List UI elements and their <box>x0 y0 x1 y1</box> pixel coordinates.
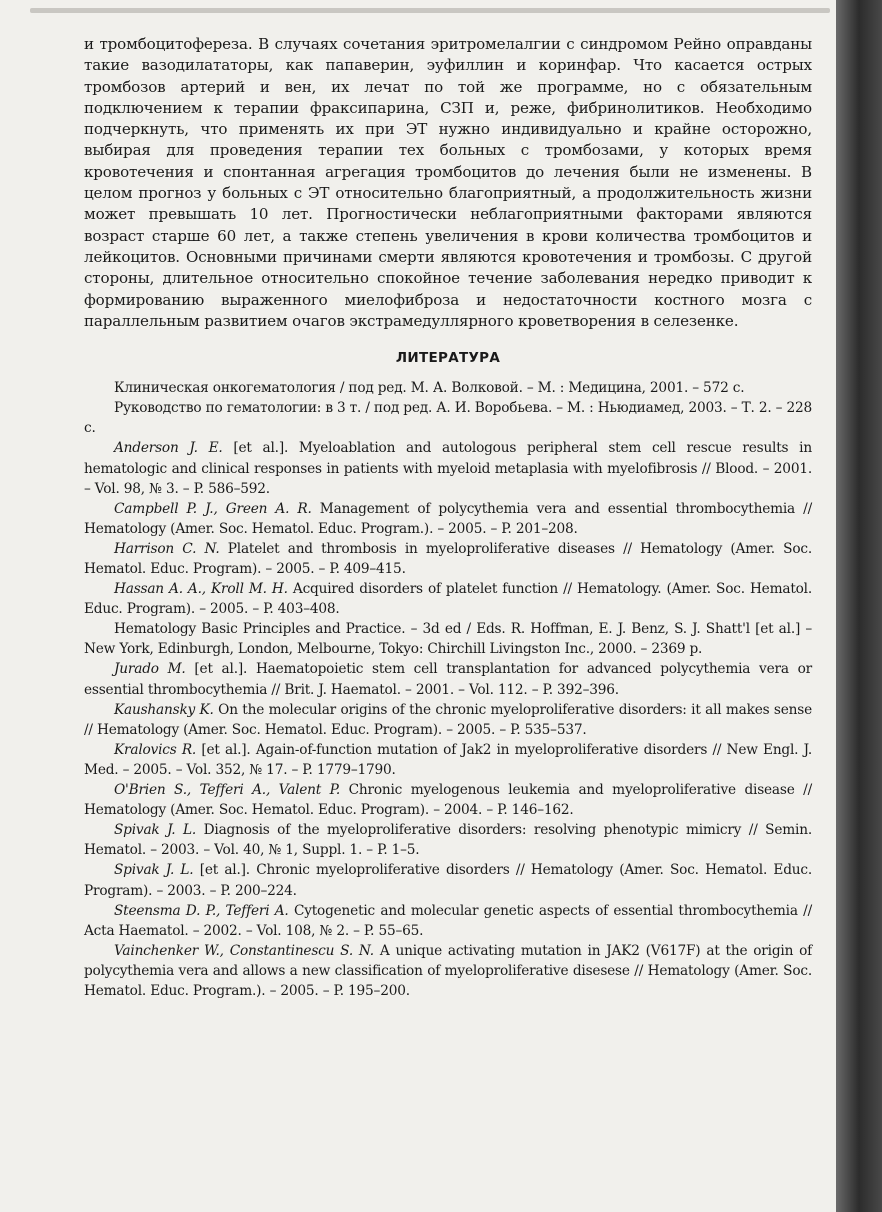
reference-item <box>84 780 812 820</box>
reference-author: Kralovics R. <box>114 741 197 758</box>
reference-item <box>84 398 812 438</box>
reference-author: Campbell P. J., Green A. R. <box>114 500 312 517</box>
reference-text: On the molecular origins of the chronic myeloproliferative disorders: it all makes sense // Hematology (Amer. Soc. Hematol. Educ. Program). – 2005. – P. 535–537. <box>84 701 812 738</box>
reference-item <box>84 740 812 780</box>
reference-text: Cytogenetic and molecular genetic aspects of essential thrombocythemia // Acta Haematol. – 2002. – Vol. 108, № 2. – P. 55–65. <box>84 902 812 939</box>
reference-author: Spivak J. L. <box>114 822 197 839</box>
show-through-text <box>112 1078 812 1129</box>
reference-item <box>84 820 812 860</box>
reference-text: [et al.]. Again-of-function mutation of Jak2 in myeloproliferative disorders // New Engl. J. Med. – 2005. – Vol. 352, № 17. – P. 1779–1790. <box>84 741 812 778</box>
page-content <box>84 34 812 1001</box>
reference-text: Management of polycythemia vera and essential thrombocythemia // Hematology (Amer. Soc. Hematol. Educ. Program.). – 2005. – P. 201–208. <box>84 500 812 537</box>
reference-text: [et al.]. Haematopoietic stem cell transplantation for advanced polycythemia vera or essential thrombocythemia // Brit. J. Haematol. – 2001. – Vol. 112. – P. 392–396. <box>84 661 812 698</box>
reference-text: Platelet and thrombosis in myeloproliferative diseases // Hematology (Amer. Soc. Hematol. Educ. Program). – 2005. – P. 409–415. <box>84 540 812 577</box>
reference-item <box>84 901 812 941</box>
reference-text: Acquired disorders of platelet function // Hematology. (Amer. Soc. Hematol. Educ. Program). – 2005. – P. 403–408. <box>84 581 812 618</box>
reference-item <box>84 579 812 619</box>
reference-item <box>84 378 812 398</box>
reference-text: [et al.]. Chronic myeloproliferative disorders // Hematology (Amer. Soc. Hematol. Educ. Program). – 2003. – P. 200–224. <box>84 862 812 899</box>
reference-text: Клиническая онкогематология / под ред. М. А. Волковой. – М. : Медицина, 2001. – 572 с. <box>114 380 745 397</box>
reference-list <box>84 378 812 1001</box>
body-paragraph: и тромбоцитофереза. В случаях сочетания эритромелалгии с синдромом Рейно оправданы такие вазодилататоры, как папаверин, эуфиллин и коринфар. Что касается острых тромбозов артерий и вен, их лечат по той же программе, но с обязательным подключением к терапии фраксипарина, СЗП и, реже, фибринолитиков. Необходимо подчеркнуть, что применять их при ЭТ нужно индивидуально и крайне осторожно, выбирая для проведения терапии тех больных с тромбозами, у которых время кровотечения и спонтанная агрегация тромбоцитов до лечения были не изменены. В целом прогноз у больных с ЭТ относительно благоприятный, а продолжительность жизни может превышать 10 лет. Прогностически неблагоприятными факторами являются возраст старше 60 лет, а также степень увеличения в крови количества тромбоцитов и лейкоцитов. Основными причинами смерти являются кровотечения и тромбозы. С другой стороны, длительное относительно спокойное течение заболевания нередко приводит к формированию выраженного миелофиброза и недостаточности костного мозга с параллельным развитием очагов экстрамедуллярного кроветворения в селезенке. <box>84 35 812 330</box>
reference-text: [et al.]. Myeloablation and autologous peripheral stem cell rescue results in hematologic and clinical responses in patients with myeloid metaplasia with myelofibrosis // Blood. – 2001. – Vol. 98, № 3. – P. 586–592. <box>84 440 812 497</box>
reference-text: Hematology Basic Principles and Practice. – 3d ed / Eds. R. Hoffman, E. J. Benz, S. J. Shatt'l [et al.] – New York, Edinburgh, London, Melbourne, Tokyo: Chirchill Livingston Inc., 2000. – 2369 p. <box>84 621 812 658</box>
reference-text: Руководство по гематологии: в 3 т. / под ред. А. И. Воробьева. – М. : Ньюдиамед, 2003. – Т. 2. – 228 с. <box>84 400 812 437</box>
reference-item <box>84 860 812 900</box>
reference-item <box>84 659 812 699</box>
reference-author: Vainchenker W., Constantinescu S. N. <box>114 942 374 959</box>
reference-item <box>84 619 812 659</box>
reference-item <box>84 499 812 539</box>
reference-item <box>84 700 812 740</box>
reference-author: Kaushansky K. <box>114 701 214 718</box>
reference-text: Chronic myelogenous leukemia and myeloproliferative disease // Hematology (Amer. Soc. Hematol. Educ. Program). – 2004. – P. 146–162. <box>84 782 813 819</box>
reference-author: Steensma D. P., Tefferi A. <box>114 902 289 919</box>
reference-text: Diagnosis of the myeloproliferative disorders: resolving phenotypic mimicry // Semin. Hematol. – 2003. – Vol. 40, № 1, Suppl. 1. – P. 1–5. <box>84 822 812 859</box>
reference-author: Anderson J. E. <box>114 440 223 457</box>
reference-author: Spivak J. L. <box>114 862 194 879</box>
top-rule <box>30 8 830 13</box>
literature-heading: ЛИТЕРАТУРА <box>395 350 501 367</box>
reference-author: Harrison C. N. <box>114 540 220 557</box>
reference-author: O'Brien S., Tefferi A., Valent P. <box>114 782 341 799</box>
reference-item <box>84 539 812 579</box>
reference-author: Jurado M. <box>114 661 186 678</box>
reference-item <box>84 438 812 498</box>
reference-item <box>84 941 812 1001</box>
reference-author: Hassan A. A., Kroll M. H. <box>114 581 288 598</box>
book-gutter-shadow <box>836 0 882 1212</box>
reference-text: A unique activating mutation in JAK2 (V617F) at the origin of polycythemia vera and allows a new classification of myeloproliferative disesese // Hematology (Amer. Soc. Hematol. Educ. Program.). – 2005. – P. 195–200. <box>84 942 813 999</box>
